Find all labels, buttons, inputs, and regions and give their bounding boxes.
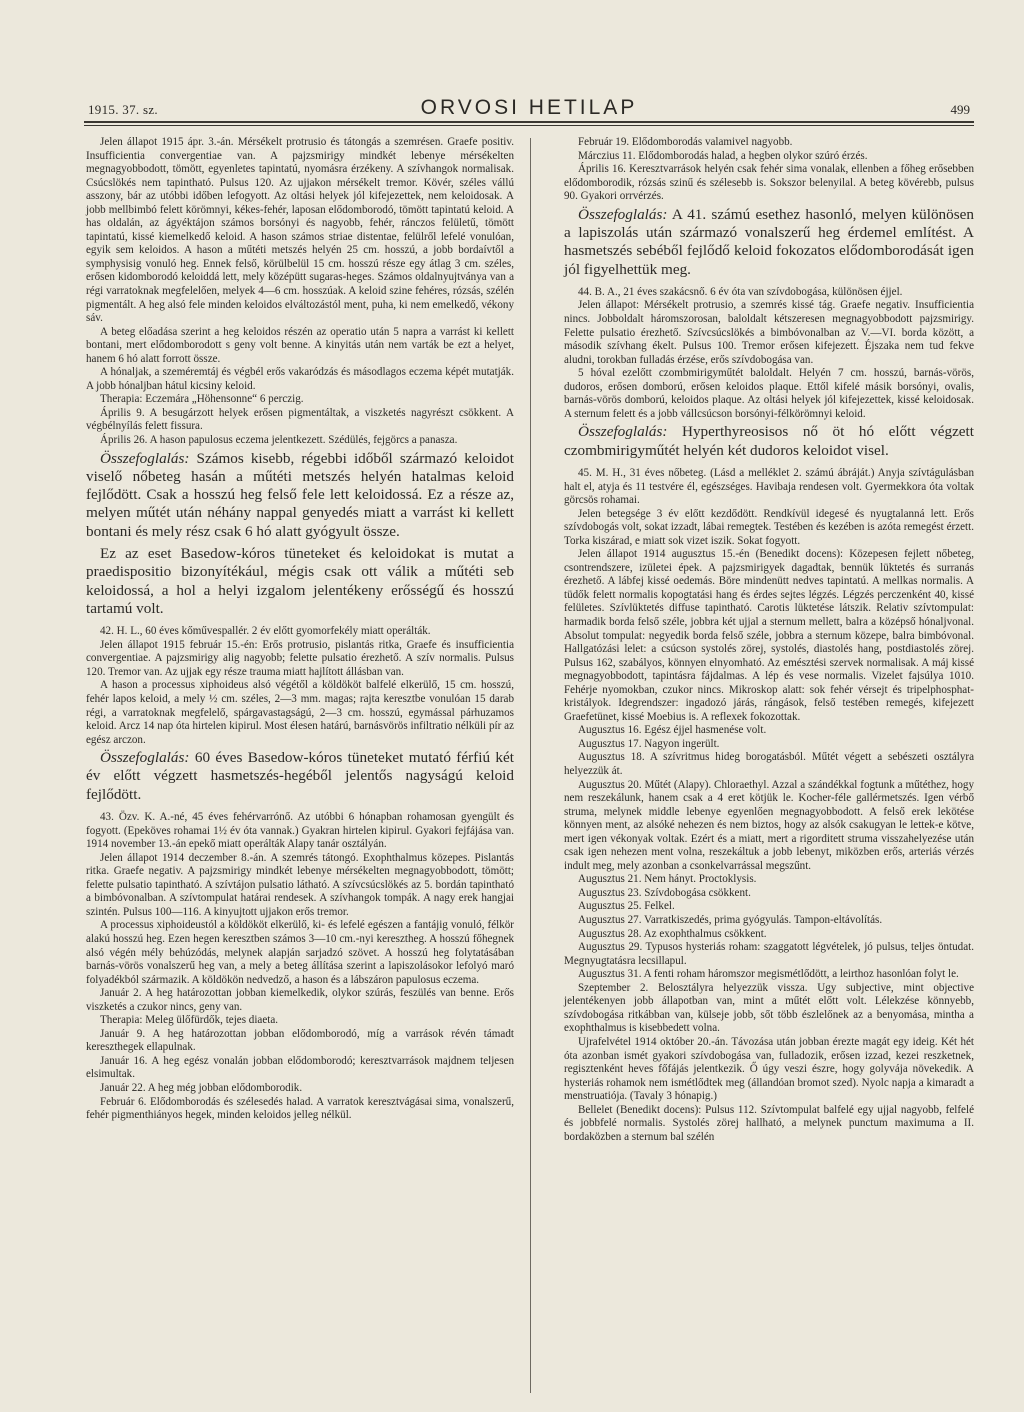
paragraph (86, 1028, 514, 1055)
paragraph (86, 987, 514, 1014)
paragraph-text: Április 16. Keresztvarrások helyén csak fehér sima vonalak, ellenben a főheg erősebben elődomborodik, rózsás szinű és szélesebb is. Sokszor belenyilal. A beteg kövérebb, pulsus 90. Gyakori orrvérzés. (564, 163, 974, 203)
paragraph-text: 43. Özv. K. A.-né, 45 éves fehérvarrónő. Az utóbbi 6 hónapban rohamosan gyengült és fogyott. (Epeköves rohamai 1½ év óta vannak.) Gyakran hirtelen kipirul. Gyakori fejfájása van. 1914 november 13.-án epekő miatt operálták Alapy tanár osztályán. (86, 811, 514, 851)
paragraph-text: A 41. számú esethez hasonló, melyen különösen a lapiszolás után származó vonalszerű heg érdemel említést. A hasmetszés sebéből fejlődő keloid fokozatos elődomborodását igen jól figyelhettük meg. (564, 205, 974, 278)
paragraph (86, 1014, 514, 1028)
paragraph-text: Bellelet (Benedikt docens): Pulsus 112. Szívtompulat balfelé egy ujjal nagyobb, felfelé és jobbfelé normalis. Systolés zörej hallható, a melynek punctum maximuma a II. bordaközben a sternum bal szélén (564, 1103, 974, 1143)
paragraph (564, 941, 974, 968)
paragraph (564, 900, 974, 914)
paragraph-text: Augusztus 18. A szívritmus hideg borogatásból. Műtét végett a sebészeti osztályra helyezzük át. (564, 751, 974, 778)
paragraph (564, 1036, 974, 1104)
paragraph-text: Számos kisebb, régebbi időből származó keloidot viselő nőbeteg hasán a műtéti metszés helyén hatalmas keloid fejlődött. Csak a hosszú heg felső fele lett keloidossá. Ez a része az, melyen műtét után néhány nappal genyedés miatt a varrást ki kellett bontani és mely rész csak 6 hó alatt gyógyult össze. (86, 449, 514, 540)
header-rule (84, 121, 974, 123)
paragraph-text: Február 6. Elődomborodás és szélesedés halad. A varratok keresztvágásai sima, vonalszerű, fehér pigmenthiányos hegek, minden keloidos jelleg nélkül. (86, 1095, 514, 1122)
paragraph (86, 393, 514, 407)
paragraph (564, 887, 974, 901)
paragraph (86, 1096, 514, 1123)
paragraph (86, 450, 514, 541)
paragraph (86, 1055, 514, 1082)
paragraph-text: Jelen állapot 1915 ápr. 3.-án. Mérsékelt protrusio és tátongás a szemrésen. Graefe positiv. Insufficientia convergentiae van. A pajzsmirigy mindkét lebenye mérsékelten megnagyobbodott, tömött, egyenletes tapintatú, nyomásra érzékeny. A szívhangok normalisak. Csúcslökés nem tapintható. Pulsus 120. Az ujjakon mérsékelt tremor. Kövér, széles vállú asszony, bár az utóbbi időben lefogyott. Az oltási helyek jól kifejezettek, nem keloidosak. A jobb mellbimbó felett körömnyi, kékes-fehér, laposan elődomborodó, tömött tapintatú keloid. A has oldalán, az ágyéktájon számos borsónyi és nagyobb, fehér, ránczos felületű, tömött tapintatú, kissé kiemelkedő keloid. A hason számos striae distentae, felülről lefelé vonulóan, egyik sem keloidos. A hason a műtéti metszés helyén 25 cm. hosszú, a jobb bordaívtől a symphysisig vonuló heg. Ennek felső, körülbelül 15 cm. hosszú része egy átlag 3 cm. széles, erősen kidomborodó keloiddá lett, mely középütt sugaras-heges. Számos oldalnyujtványa van a régi varratoknak megfelelően, melyek 4—6 cm. hosszúak. A keloid szine fehéres, rózsás, szélén pigmentált. A heg alsó fele minden keloidos elváltozástól ment, puha, ki nem emelkedő, vékony sáv. (86, 136, 514, 325)
paragraph-text: Therapia: Eczemára „Höhensonne“ 6 perczig. (100, 393, 304, 406)
paragraph (564, 1104, 974, 1145)
paragraph-text: A processus xiphoideustól a köldököt elkerülő, ki- és lefelé egészen a fantájig vonuló, félkör alakú hosszú heg. Ezen hegen keresztben számos 3—10 cm.-nyi keresztheg. A hosszú főhegnek alsó végén mély behúzódás, melynek alapján sarjadzó szövet. A hosszú heg folytatásában barnás-vörös vonalszerű heg van, a mely a beteg állítása szerint a lapiszolásokor lefolyó maró folyadékból származik. A köldökön nedvedző, a hason és a lábszáron papulosus eczema. (86, 919, 514, 986)
paragraph (564, 738, 974, 752)
journal-title: ORVOSI HETILAP (420, 96, 638, 119)
paragraph-text: A hónaljak, a szeméremtáj és végbél erős vakaródzás és másodlagos eczema képét mutatják. A jobb hónaljban hátul kicsiny keloid. (86, 366, 514, 392)
paragraph (564, 163, 974, 204)
paragraph (86, 366, 514, 393)
paragraph-text: Január 22. A heg még jobban elődomborodik. (100, 1082, 303, 1094)
paragraph-text: Márczius 11. Elődomborodás halad, a hegben olykor szúró érzés. (578, 149, 868, 162)
summary-lead: Összefoglalás: (578, 423, 668, 441)
paragraph (564, 982, 974, 1036)
issue-label: 1915. 37. sz. (88, 102, 158, 117)
paragraph (564, 467, 974, 508)
paragraph (564, 150, 974, 164)
paragraph (86, 749, 514, 804)
paragraph (564, 779, 974, 874)
paragraph-text: Jelen állapot 1915 február 15.-én: Erős protrusio, pislantás ritka, Graefe és insufficientia convergentiae. A pajzsmirigy alig nagyobb; felette pulsatio érezhető. A szív normalis. Pulsus 120. Tremor van. Az ujjak egy része trauma miatt hajlított állásban van. (86, 638, 514, 678)
paragraph-text: Augusztus 17. Nagyon ingerült. (578, 737, 720, 750)
paragraph-text: Augusztus 23. Szívdobogása csökkent. (578, 886, 751, 899)
paragraph (86, 1082, 514, 1096)
paragraph-text: A beteg előadása szerint a heg keloidos részén az operatio után 5 napra a varrást ki kellett bontani, mert elődomborodott s geny volt benne. A kinyitás után nem varták be ezt a helyet, hanem 6 hó alatt forrott össze. (86, 325, 514, 365)
paragraph-text: Augusztus 20. Műtét (Alapy). Chloraethyl. Azzal a szándékkal fogtunk a műtéthez, hogy nem reszekálunk, hanem csak a 4 eret kötjük le. Kocher-féle gallérmetszés. Igen vérbő struma, melynek middle lebenye egyenlően megnagyobbodott. A felső erek lekötése könnyen ment, az alsóké nehezen és nem biztos, hogy az alsók csakugyan le lettek-e kötve, mert igen vékonyak voltak. Ezért és a miatt, mert a rigorditett struma visszahelyezése után csak igen nehezen ment volna, reszekáltuk a jobb lebenyt, miközben erős, arteriás vérzés indult meg, mely azonban a csonkelvarrással megszűnt. (564, 778, 974, 872)
paragraph-text: Augusztus 31. A fenti roham háromszor megismétlődött, a leirthoz hasonlóan folyt le. (578, 968, 959, 981)
paragraph-text: 44. B. A., 21 éves szakácsnő. 6 év óta van szívdobogása, különösen éjjel. (578, 285, 903, 298)
paragraph-text: Hyperthyreosisos nő öt hó előtt végzett czombmirigyműtét helyén két dudoros keloidot visel. (564, 423, 974, 459)
paragraph-text: Szeptember 2. Belosztályra helyezzük vissza. Ugy subjective, mint objective jelentékenyen jobb állapotban van, mint a műtét előtt volt. Lélekzése könnyebb, szívdobogása ritkábban van, külseje jobb, sőt több észlelőnek az a benyomása, mintha a exophthalmus is kisebbedett volna. (564, 981, 974, 1035)
summary-lead: Összefoglalás: (100, 749, 190, 767)
paragraph (564, 367, 974, 421)
paragraph (564, 914, 974, 928)
paragraph (86, 852, 514, 920)
paragraph-text: 42. H. L., 60 éves kőművespallér. 2 év előtt gyomorfekély miatt operálták. (100, 625, 431, 638)
summary-lead: Összefoglalás: (578, 205, 668, 223)
paragraph (86, 811, 514, 852)
paragraph-text: Augusztus 27. Varratkiszedés, prima gyógyulás. Tampon-eltávolítás. (578, 914, 883, 927)
paragraph (564, 724, 974, 738)
paragraph-text: Január 2. A heg határozottan jobban kiemelkedik, olykor szúrás, feszülés van benne. Erős viszketés a czukor nincs, geny van. (86, 987, 514, 1013)
header-rule-thin (84, 125, 974, 126)
paragraph (564, 751, 974, 778)
paragraph (564, 136, 974, 150)
page-header (88, 90, 970, 120)
paragraph-text: Ez az eset Basedow-kóros tüneteket és keloidokat is mutat a praedispositio bizonyítékául, mégis csak ott válik a műtéti seb keloidossá, a hol a helyi izgalom jelentékeny erősségű és hosszú tartamú volt. (86, 545, 514, 617)
paragraph-text: Április 9. A besugárzott helyek erősen pigmentáltak, a viszketés nagyrészt csökkent. A végbélnyílás felett fissura. (86, 406, 514, 433)
left-column (86, 136, 514, 1123)
paragraph-text: Jelen állapot 1914 deczember 8.-án. A szemrés tátongó. Exophthalmus közepes. Pislantás ritka. Graefe negativ. A pajzsmirigy mindkét lebenye mérsékelten megnagyobbodott, tömött; felette pulsatio tapintható. A szívtájon pulsatio látható. A szívcsúcslökés az 5. bordán tapintható a bimbóvonalban. A szívtompulat határai rendesek. A szívhangok tompák. A nagy erek hangjai szintén. Pulsus 100—116. A kinyujtott ujjakon erős tremor. (86, 851, 514, 918)
paragraph-text: Január 9. A heg határozottan jobban elődomborodó, míg a varrások révén támadt kereszthegek ellapulnak. (86, 1027, 514, 1054)
paragraph (86, 639, 514, 680)
paragraph-text: Augusztus 28. Az exophthalmus csökkent. (578, 927, 767, 940)
summary-lead: Összefoglalás: (100, 449, 190, 467)
paragraph-text: Augusztus 21. Nem hányt. Proctoklysis. (578, 873, 757, 886)
paragraph-text: A hason a processus xiphoideus alsó végétől a köldököt balfelé elkerülő, 15 cm. hosszú, fehér lapos keloid, a mely ½ cm. széles, 2—3 mm. magas; rajta keresztbe vonulóan 15 darab régi, a varratoknak megfelelő, spárgavastagságú, 2—3 cm. hosszú, egymással párhuzamos keloid. Arcz 14 nap óta hirtelen kipirul. Most élesen határú, barnásvörös infiltratio nélküli pír az egész arczon. (86, 679, 514, 746)
paragraph-text: 60 éves Basedow-kóros tüneteket mutató férfiú két év előtt végzett hasmetszés-hegéből jelentős nagyságú keloid fejlődött. (86, 749, 514, 803)
paragraph (564, 423, 974, 460)
paragraph (86, 625, 514, 639)
paragraph-text: Jelen betegsége 3 év előtt kezdődött. Rendkívül idegesé és nyugtalanná lett. Erős szívdobogás volt, sokat izzadt, lábai remegtek. Testében és kezében is azóta remegést érzett. Torka kiszárad, e miatt sok vizet iszik. Sokat fogyott. (564, 507, 974, 547)
paragraph (86, 136, 514, 326)
paragraph (86, 545, 514, 618)
paragraph (564, 873, 974, 887)
page-number: 499 (950, 102, 970, 117)
paragraph-text: Ujrafelvétel 1914 október 20.-án. Távozása után jobban érezte magát egy ideig. Két hét óta azonban ismét gyakori szívdobogása van, fulladozik, erősen izzad, kezei reszketnek, regisztenként heves főfájás jelentkezik. Ő úgy veszi észre, hogy golyvája növekedik. A hysteriás rohamok nem ismétlődtek meg (állandóan bromot szed). Nyolc napja a kimaradt a menstruatiója. (Tavaly 3 hónapig.) (564, 1035, 974, 1103)
paragraph (564, 968, 974, 982)
paragraph (564, 508, 974, 549)
paragraph (86, 326, 514, 367)
paragraph-text: Augusztus 25. Felkel. (578, 900, 675, 913)
paragraph-text: Jelen állapot 1914 augusztus 15.-én (Benedikt docens): Közepesen fejlett nőbeteg, csontrendszere, izületei épek. A pajzsmirigyek dagadtak, bennük lüktetés és surranás érezhető. A lábfej kissé oedemás. Böre mindenütt nedves tapintatú. A mellkas normalis. A tüdők felett normalis kopogtatási hang és érdes sejtes légzés. Légzés perczenként 40, kissé felületes. Szívlüktetés diffuse tapintható. Carotis lüktetése látszik. Relativ szívtompulat: harmadik borda felső széle, jobbra két ujjal a sternum mellett, balra a középső hónaljvonal. Absolut tompulat: negyedik borda felső széle, jobbra a sternum közepe, balra bimbóvonal. Hallgatózási lelet: a csúcson systolés zörej, systolés, diastolés hang, postdiastolés zörej. Pulsus 162, szabályos, könnyen elnyomható. Az emésztési szervek normalisak. A máj kissé megnagyobbodott, tapintásra fájdalmas. A lép és vese normalis. Vizelet fajsúlya 1010. Fehérje nyomokban, czukor nincs. Mikroskop alatt: sok fehér vérsejt és tripelphosphat-kristályok. Idegrendszer: ingadozó járás, rángások, felső testében remegés, kifejezett Graefetünet, kissé Moebius is. A reflexek fokozottak. (564, 548, 974, 723)
paragraph-text: 5 hóval ezelőtt czombmirigyműtét baloldalt. Helyén 7 cm. hosszú, barnás-vörös, dudoros, erősen domború, erősen keloidos plaque. Ettől kifelé másik borsónyi, ovalis, barnás-vörös domború, keloidos plaque. Az oltási helyek jól kifejezettek, kissé keloidosak. A sternum felett és a jobb vállcsúcson borsónyi-félkörömnyi keloid. (564, 367, 974, 420)
paragraph-text: Augusztus 16. Egész éjjel hasmenése volt. (578, 724, 767, 737)
paragraph (86, 919, 514, 987)
paragraph-text: 45. M. H., 31 éves nőbeteg. (Lásd a melléklet 2. számú ábráját.) Anyja szívtágulásban halt el, atyja és 11 testvére él, egészséges. Havibaja rendesen volt. Gyermekkora óta voltak görcsös rohamai. (564, 466, 974, 507)
paragraph (86, 679, 514, 747)
paragraph (564, 299, 974, 367)
column-divider (530, 138, 531, 1393)
paragraph-text: Február 19. Elődomborodás valamivel nagyobb. (578, 136, 793, 148)
paragraph (564, 548, 974, 724)
paragraph (86, 434, 514, 448)
paragraph (564, 286, 974, 300)
paragraph (564, 928, 974, 942)
paragraph (86, 407, 514, 434)
paragraph-text: Január 16. A heg egész vonalán jobban elődomborodó; keresztvarrások majdnem teljesen elsimultak. (86, 1054, 514, 1081)
paragraph-text: Jelen állapot: Mérsékelt protrusio, a szemrés kissé tág. Graefe negativ. Insufficientia nincs. Jobboldalt háromszorosan, baloldalt kétszeresen megnagyobbodott pajzsmirigy. Felette pulsatio érezhető. Szívcsúcslökés a bimbóvonalban az V.—VI. borda között, a második szívhang ékelt. Pulsus 100. Tremor erősen kifejezett. Éjszaka nem tud fekve aludni, torokban fulladás érzése, erős szívdobogása van. (564, 299, 974, 366)
paragraph (564, 206, 974, 279)
paragraph-text: Therapia: Meleg ülőfürdők, tejes diaeta. (100, 1014, 279, 1027)
right-column (564, 136, 974, 1144)
paragraph-text: Augusztus 29. Typusos hysteriás roham: szaggatott légvételek, jó pulsus, teljes öntudat. Megnyugtatásra lecsillapul. (564, 941, 974, 967)
paragraph-text: Április 26. A hason papulosus eczema jelentkezett. Szédülés, fejgörcs a panasza. (100, 434, 458, 447)
